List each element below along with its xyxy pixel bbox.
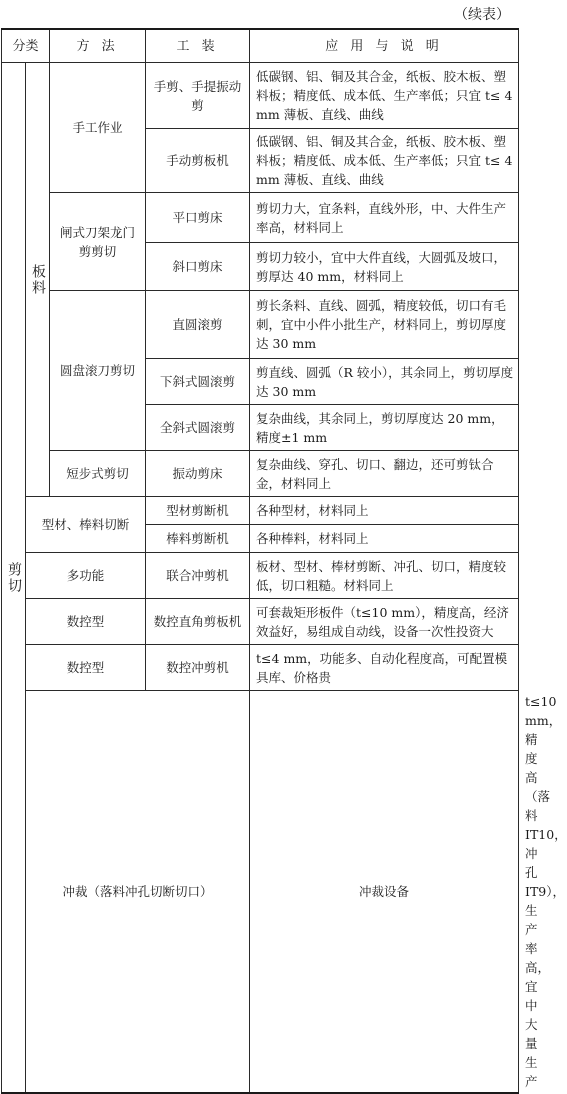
equipment-cell: 直圆滚剪	[146, 291, 250, 359]
description-cell: 可套裁矩形板件（t≤10 mm），精度高，经济效益好，易组成自动线，设备一次性投资大	[250, 599, 519, 645]
equipment-cell: 手剪、手提振动剪	[146, 63, 250, 129]
category-main: 剪切	[2, 63, 26, 1094]
description-cell: 剪切力较小，宜中大件直线，大圆弧及坡口，剪厚达 40 mm，材料同上	[250, 243, 519, 291]
description-cell: 低碳钢、铝、铜及其合金，纸板、胶木板、塑料板；精度低、成本低、生产率低；只宜 t≤ 4 mm 薄板、直线、曲线	[250, 129, 519, 193]
equipment-cell: 振动剪床	[146, 451, 250, 497]
method-cell: 数控型	[26, 645, 146, 691]
description-cell: 剪切力大，宜条料，直线外形，中、大件生产率高，材料同上	[250, 193, 519, 243]
method-cell: 多功能	[26, 553, 146, 599]
equipment-cell: 联合冲剪机	[146, 553, 250, 599]
continued-label: （续表）	[454, 7, 510, 23]
equipment-cell: 平口剪床	[146, 193, 250, 243]
equipment-cell: 冲裁设备	[250, 691, 519, 1094]
description-cell: 板材、型材、棒材剪断、冲孔、切口，精度较低，切口粗糙。材料同上	[250, 553, 519, 599]
equipment-cell: 全斜式圆滚剪	[146, 405, 250, 451]
method-cell: 数控型	[26, 599, 146, 645]
method-cell: 圆盘滚刀剪切	[50, 291, 146, 451]
header-row	[2, 29, 519, 63]
table-row	[2, 291, 519, 359]
description-cell: 各种棒料，材料同上	[250, 525, 519, 553]
equipment-cell: 下斜式圆滚剪	[146, 359, 250, 405]
table-row	[2, 645, 519, 691]
process-table	[1, 28, 567, 1094]
description-cell: 剪长条料、直线、圆弧，精度较低，切口有毛刺，宜中小件小批生产，材料同上，剪切厚度达 30 mm	[250, 291, 519, 359]
table-row	[2, 497, 519, 525]
header-category: 分类	[2, 29, 50, 63]
equipment-cell: 手动剪板机	[146, 129, 250, 193]
table-row: 冲裁（落料冲孔切断切口） 冲裁设备 t≤10 mm，精度高（落料 IT10，冲孔 IT9），生产率高，宜中大量生产	[2, 691, 519, 1094]
method-cell: 冲裁（落料冲孔切断切口）	[26, 691, 250, 1094]
table-row	[2, 193, 519, 243]
description-cell: 复杂曲线，其余同上，剪切厚度达 20 mm，精度±1 mm	[250, 405, 519, 451]
method-cell: 型材、棒料切断	[26, 497, 146, 553]
table-row	[2, 451, 519, 497]
description-cell: 复杂曲线、穿孔、切口、翻边，还可剪钛合金，材料同上	[250, 451, 519, 497]
equipment-cell: 数控冲剪机	[146, 645, 250, 691]
category-sheet: 板料	[26, 63, 50, 497]
equipment-cell: 型材剪断机	[146, 497, 250, 525]
equipment-cell: 斜口剪床	[146, 243, 250, 291]
method-cell: 短步式剪切	[50, 451, 146, 497]
description-cell: 剪直线、圆弧（R 较小），其余同上，剪切厚度达 30 mm	[250, 359, 519, 405]
equipment-cell: 棒料剪断机	[146, 525, 250, 553]
header-application: 应 用 与 说 明	[250, 29, 519, 63]
method-cell: 闸式刀架龙门剪剪切	[50, 193, 146, 291]
table-row	[2, 553, 519, 599]
header-method: 方 法	[50, 29, 146, 63]
equipment-cell: 数控直角剪板机	[146, 599, 250, 645]
description-cell: t≤4 mm，功能多、自动化程度高，可配置模具库、价格贵	[250, 645, 519, 691]
table-row	[2, 599, 519, 645]
header-equipment: 工 装	[146, 29, 250, 63]
description-cell: 各种型材，材料同上	[250, 497, 519, 525]
table-row	[2, 63, 519, 129]
method-cell: 手工作业	[50, 63, 146, 193]
description-cell: 低碳钢、铝、铜及其合金，纸板、胶木板、塑料板；精度低、成本低、生产率低；只宜 t≤ 4 mm 薄板、直线、曲线	[250, 63, 519, 129]
